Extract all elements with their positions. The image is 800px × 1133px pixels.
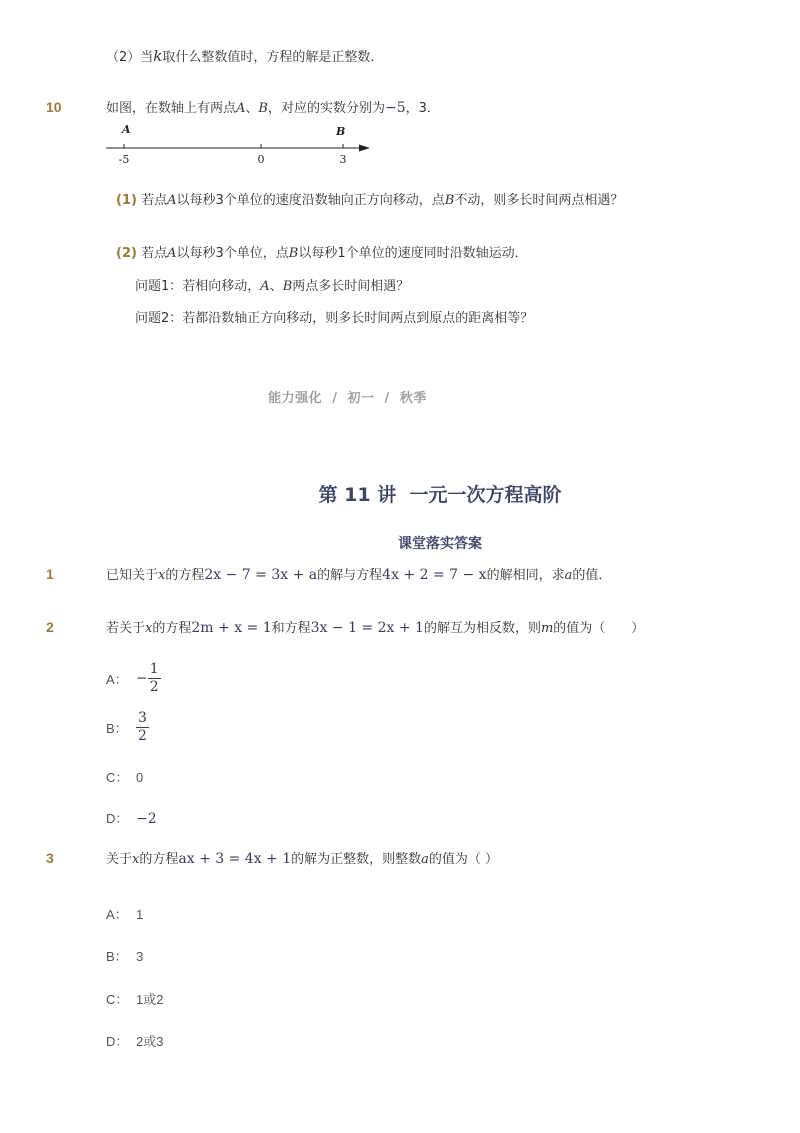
number-line-figure	[100, 118, 380, 168]
q1-text-5: 的值．	[572, 568, 612, 583]
q10-part2-text: 若点	[141, 246, 168, 261]
q3-stem	[106, 850, 498, 869]
q2-option-b-numerator: 3	[138, 710, 147, 726]
q10-part2-point-a: A	[167, 246, 177, 261]
q2-equation-2: 3x − 1 = 2x + 1	[310, 620, 424, 636]
q3-option-a[interactable]	[106, 904, 143, 923]
q10-part2-text-2: 以每秒3个单位，点	[176, 246, 289, 261]
q3-option-d-value: 2或3	[136, 1034, 164, 1049]
q9-part2-variable: k	[153, 47, 163, 65]
q3-option-d-label: D：	[106, 1034, 129, 1049]
q1-text-2: 的方程	[165, 568, 205, 583]
question-number-10: 10	[46, 99, 62, 115]
label-a: A	[122, 123, 131, 136]
q10-sep: 、	[245, 101, 259, 116]
q10-part1-label: (1)	[116, 193, 137, 208]
question-number-3: 3	[46, 850, 54, 866]
q3-text-2: 的方程	[139, 852, 179, 867]
q10-stem-text: 如图，在数轴上有两点	[106, 101, 237, 116]
q3-text-3: 的解为正整数，则整数	[291, 852, 422, 867]
q10-stem-text-2: ，对应的实数分别为	[267, 101, 385, 116]
q3-option-b[interactable]	[106, 946, 143, 965]
q3-option-a-value: 1	[136, 907, 144, 922]
q2-option-d-label: D：	[106, 811, 129, 826]
q10-part2-label: (2)	[116, 246, 137, 261]
q9-part2-line	[106, 47, 383, 67]
q2-option-b-denominator: 2	[138, 728, 147, 744]
q10-part2-question2: 问题2：若都沿数轴正方向移动，则多长时间两点到原点的距离相等？	[135, 311, 534, 326]
q2-equation-1: 2m + x = 1	[191, 620, 272, 636]
q1-equation-1: 2x − 7 = 3x + a	[204, 567, 318, 583]
q10-stem-text-3: ，3．	[405, 101, 440, 116]
label-b: B	[336, 125, 346, 138]
q2-option-c-label: C：	[106, 770, 129, 785]
q10-stem	[106, 99, 440, 118]
number-line-arrow	[359, 145, 370, 152]
q10-part2-text-3: 以每秒1个单位的速度同时沿数轴运动．	[298, 246, 528, 261]
q2-stem	[106, 619, 644, 638]
q9-part2-suffix: 取什么整数值时，方程的解是正整数．	[162, 50, 384, 65]
section-subtitle: 课堂落实答案	[398, 536, 482, 552]
q2-option-d-value: −2	[136, 811, 157, 827]
q1-stem	[106, 566, 611, 585]
q2-option-b-label: B：	[106, 721, 128, 736]
q2-text: 若关于	[106, 621, 146, 636]
q2-text-5: 的值为（ ）	[553, 621, 645, 636]
q10-part1-point-a: A	[167, 193, 177, 208]
q10-q1-text-2: 两点多长时间相遇？	[292, 279, 410, 294]
q2-option-c-value: 0	[136, 770, 144, 785]
q3-text: 关于	[106, 852, 133, 867]
q3-option-d[interactable]	[106, 1031, 163, 1050]
q2-option-b-fraction	[136, 710, 149, 745]
q1-text-4: 的解相同，求	[486, 568, 565, 583]
q3-var-a: a	[421, 852, 429, 867]
tick-label-0: 0	[257, 153, 265, 166]
q1-var-a: a	[564, 568, 573, 583]
q3-equation: ax + 3 = 4x + 1	[178, 851, 292, 867]
section-title: 第 11 讲 一元一次方程高阶	[318, 484, 562, 506]
question-number-2: 2	[46, 619, 54, 635]
q10-value-a: −5	[385, 100, 406, 116]
q3-option-a-label: A：	[106, 907, 128, 922]
q3-var-x: x	[132, 852, 140, 867]
q1-var-x: x	[158, 568, 166, 583]
q1-text: 已知关于	[106, 568, 159, 583]
q2-option-a-fraction	[148, 661, 161, 696]
q2-option-b[interactable]	[106, 710, 149, 745]
q10-part2-point-b: B	[288, 246, 299, 261]
q3-option-b-value: 3	[136, 949, 144, 964]
q2-option-a-label: A：	[106, 672, 128, 687]
q2-var-m: m	[540, 621, 554, 636]
q10-part1-text-3: 不动，则多长时间两点相遇？	[454, 193, 624, 208]
q10-part1-text: 若点	[141, 193, 168, 208]
q10-q1-sep: 、	[269, 279, 283, 294]
q10-q1-text: 问题1：若相向移动，	[135, 279, 261, 294]
tick-label-minus5: -5	[118, 153, 130, 166]
q3-option-c[interactable]	[106, 989, 163, 1008]
q10-part2	[116, 245, 528, 263]
q2-option-a-denominator: 2	[149, 679, 159, 695]
q3-option-b-label: B：	[106, 949, 128, 964]
page-footer: 能力强化 / 初一 / 秋季	[268, 391, 427, 406]
q10-q1-point-a: A	[260, 279, 270, 294]
q10-point-a: A	[236, 101, 246, 116]
q3-option-c-value: 1或2	[136, 992, 164, 1007]
q1-equation-2: 4x + 2 = 7 − x	[382, 567, 487, 583]
q1-text-3: 的解与方程	[317, 568, 383, 583]
q2-var-x: x	[145, 621, 153, 636]
q10-part2-question1	[135, 278, 409, 296]
question-number-1: 1	[46, 566, 54, 582]
q3-option-c-label: C：	[106, 992, 129, 1007]
q10-part1	[116, 192, 623, 210]
q2-text-2: 的方程	[152, 621, 192, 636]
q9-part2-prefix: （2）当	[106, 50, 154, 65]
q10-part1-text-2: 以每秒3个单位的速度沿数轴向正方向移动，点	[176, 193, 445, 208]
q3-text-4: 的值为（ ）	[428, 852, 499, 867]
q10-q1-point-b: B	[282, 279, 293, 294]
q2-option-d[interactable]	[106, 808, 157, 827]
q2-option-a[interactable]	[106, 661, 161, 696]
q2-text-4: 的解互为相反数，则	[423, 621, 541, 636]
q2-option-c[interactable]	[106, 767, 143, 786]
q10-point-b: B	[258, 101, 268, 116]
q2-option-a-numerator: 1	[149, 661, 159, 677]
tick-label-3: 3	[339, 153, 347, 166]
q2-option-a-sign: −	[136, 670, 148, 687]
q2-text-3: 和方程	[271, 621, 311, 636]
q10-part1-point-b: B	[444, 193, 455, 208]
